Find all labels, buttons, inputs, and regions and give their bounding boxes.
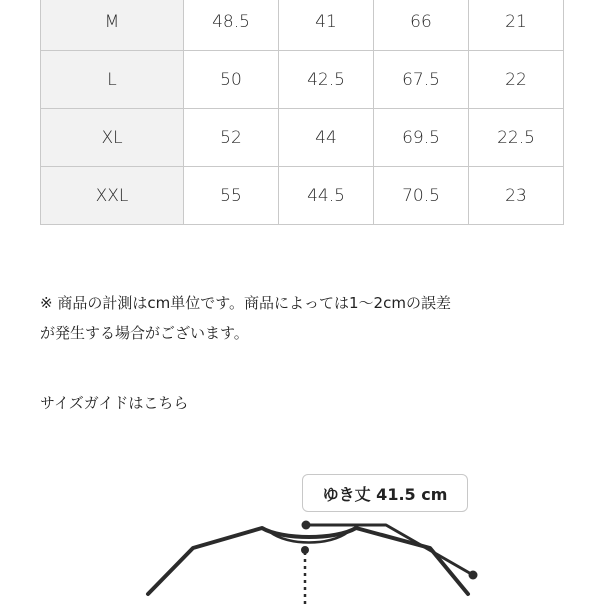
measure-cell: 22 (469, 51, 564, 109)
measure-point-start (302, 521, 311, 530)
measure-cell: 52 (184, 109, 279, 167)
measure-cell: 23 (469, 167, 564, 225)
measure-cell: 42.5 (279, 51, 374, 109)
measure-cell: 55 (184, 167, 279, 225)
size-cell: M (41, 0, 184, 51)
measure-cell: 21 (469, 0, 564, 51)
measure-cell: 50 (184, 51, 279, 109)
size-table (40, 0, 564, 225)
note-line-2: が発生する場合がございます。 (40, 324, 249, 342)
size-cell: XXL (41, 167, 184, 225)
note-line-1: ※ 商品の計測はcm単位です。商品によっては1〜2cmの誤差 (40, 294, 451, 312)
measure-cell: 41 (279, 0, 374, 51)
measurement-note (40, 288, 580, 348)
measure-cell: 44.5 (279, 167, 374, 225)
measure-cell: 67.5 (374, 51, 469, 109)
measure-cell: 22.5 (469, 109, 564, 167)
table-row (41, 51, 564, 109)
measure-point-end (469, 571, 478, 580)
table-row (41, 109, 564, 167)
tshirt-outline (148, 528, 468, 594)
table-row (41, 0, 564, 51)
measure-cell: 44 (279, 109, 374, 167)
measure-cell: 69.5 (374, 109, 469, 167)
measure-cell: 48.5 (184, 0, 279, 51)
size-cell: XL (41, 109, 184, 167)
center-point (301, 546, 309, 554)
measure-cell: 70.5 (374, 167, 469, 225)
measure-cell: 66 (374, 0, 469, 51)
table-row (41, 167, 564, 225)
size-guide-link[interactable]: サイズガイドはこちら (40, 394, 189, 412)
size-cell: L (41, 51, 184, 109)
sleeve-length-label: ゆき丈 41.5 cm (302, 474, 468, 512)
